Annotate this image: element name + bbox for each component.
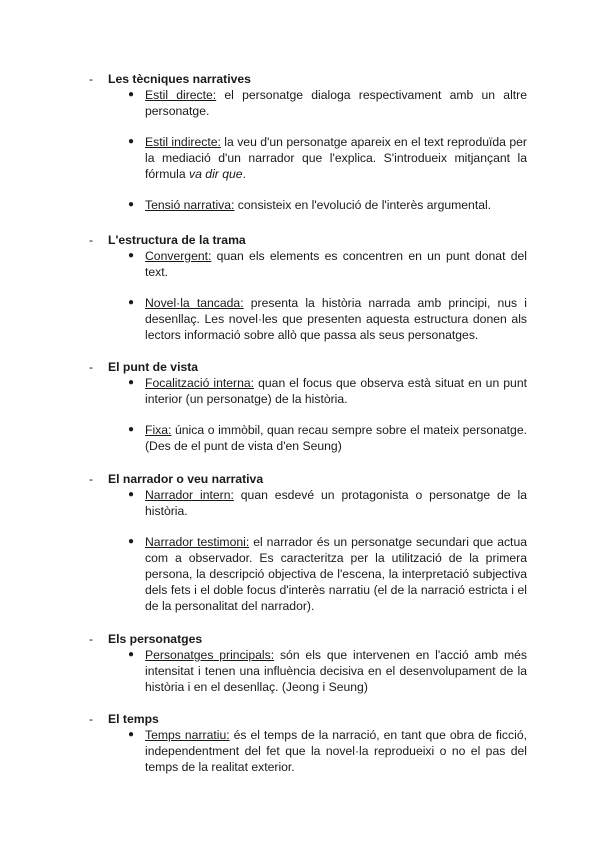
bullet-icon: ● [128, 250, 135, 261]
section-tecniques-narratives [0, 71, 600, 213]
definition: el narrador és un personatge secundari que actua com a observador. Es caracteritza per la utilització de la primera persona, la descripció objectiva de l'escena, la interpretació subjectiva dels fets i el doble focus d'interès narratiu (el de la narració estricta i el de la personalitat del narrador). [145, 535, 528, 613]
list-item [128, 422, 527, 454]
term: Personatges principals: [145, 648, 275, 662]
bullet-icon: ● [128, 199, 135, 210]
list-item [128, 248, 527, 280]
section-temps [0, 711, 600, 775]
section-narrador [0, 471, 600, 614]
term: Convergent: [145, 249, 212, 263]
definition: són els que intervenen en l'acció amb més intensitat i tenen una influència decisiva en el desenvolupament de la història i en el desenllaç. (Jeong i Seung) [145, 648, 527, 694]
bullet-icon: ● [128, 649, 135, 660]
section-heading [0, 232, 600, 248]
section-title: Els personatges [108, 632, 203, 646]
dash-marker: - [89, 233, 94, 247]
definition: consisteix en l'evolució de l'interès argumental. [234, 198, 492, 212]
section-title: El narrador o veu narrativa [108, 472, 264, 486]
section-title: El punt de vista [108, 360, 199, 374]
term: Temps narratiu: [145, 728, 230, 742]
section-personatges [0, 631, 600, 695]
section-punt-de-vista [0, 359, 600, 454]
term: Fixa: [145, 423, 172, 437]
list-item [128, 487, 527, 519]
definition: la veu d'un personatge apareix en el text reproduïda per la mediació d'un narrador que l'explica. S'introdueix mitjançant la fórmula [145, 135, 527, 181]
bullet-icon: ● [128, 424, 135, 435]
dash-marker: - [89, 72, 94, 86]
list-item [128, 295, 527, 343]
section-title: L'estructura de la trama [108, 233, 246, 247]
bullet-icon: ● [128, 489, 135, 500]
definition: única o immòbil, quan recau sempre sobre el mateix personatge. (Des de el punt de vista d'en Seung) [145, 423, 527, 453]
section-heading [0, 359, 600, 375]
list-item [128, 727, 527, 775]
term: Focalització interna: [145, 376, 255, 390]
term: Estil indirecte: [145, 135, 221, 149]
bullet-icon: ● [128, 297, 135, 308]
section-title: El temps [108, 712, 159, 726]
bullet-icon: ● [128, 89, 135, 100]
definition: quan esdevé un protagonista o personatge de la història. [145, 488, 527, 518]
section-title: Les tècniques narratives [108, 72, 251, 86]
list-item [128, 197, 527, 213]
list-item [128, 87, 527, 119]
dash-marker: - [89, 472, 94, 486]
section-heading [0, 711, 600, 727]
term: Novel·la tancada: [145, 296, 244, 310]
bullet-icon: ● [128, 377, 135, 388]
term: Tensió narrativa: [145, 198, 235, 212]
list-item [128, 647, 527, 695]
dash-marker: - [89, 360, 94, 374]
term: Estil directe: [145, 88, 217, 102]
definition: quan els elements es concentren en un punt donat del text. [145, 249, 527, 279]
bullet-icon: ● [128, 729, 135, 740]
list-item [128, 375, 528, 407]
list-item [128, 134, 527, 182]
section-heading [0, 471, 600, 487]
list-item [128, 534, 528, 614]
definition: quan el focus que observa està situat en un punt interior (un personatge) de la història. [145, 376, 528, 406]
definition: és el temps de la narració, en tant que obra de ficció, independentment del fet que la novel·la reprodueixi o no el pas del temps de la realitat exterior. [145, 728, 527, 774]
term: Narrador intern: [145, 488, 234, 502]
bullet-icon: ● [128, 536, 135, 547]
section-estructura-trama [0, 232, 600, 343]
section-heading [0, 631, 600, 647]
dash-marker: - [89, 712, 94, 726]
definition: presenta la història narrada amb principi, nus i desenllaç. Les novel·les que presenten aquesta estructura donen als lectors informació sobre allò que passa als seus personatges. [145, 296, 527, 342]
term: Narrador testimoni: [145, 535, 250, 549]
section-heading [0, 71, 600, 87]
dash-marker: - [89, 632, 94, 646]
definition: el personatge dialoga respectivament amb un altre personatge. [145, 88, 527, 118]
emphasis: va dir que [189, 167, 243, 181]
definition-end: . [242, 167, 246, 181]
bullet-icon: ● [128, 136, 135, 147]
